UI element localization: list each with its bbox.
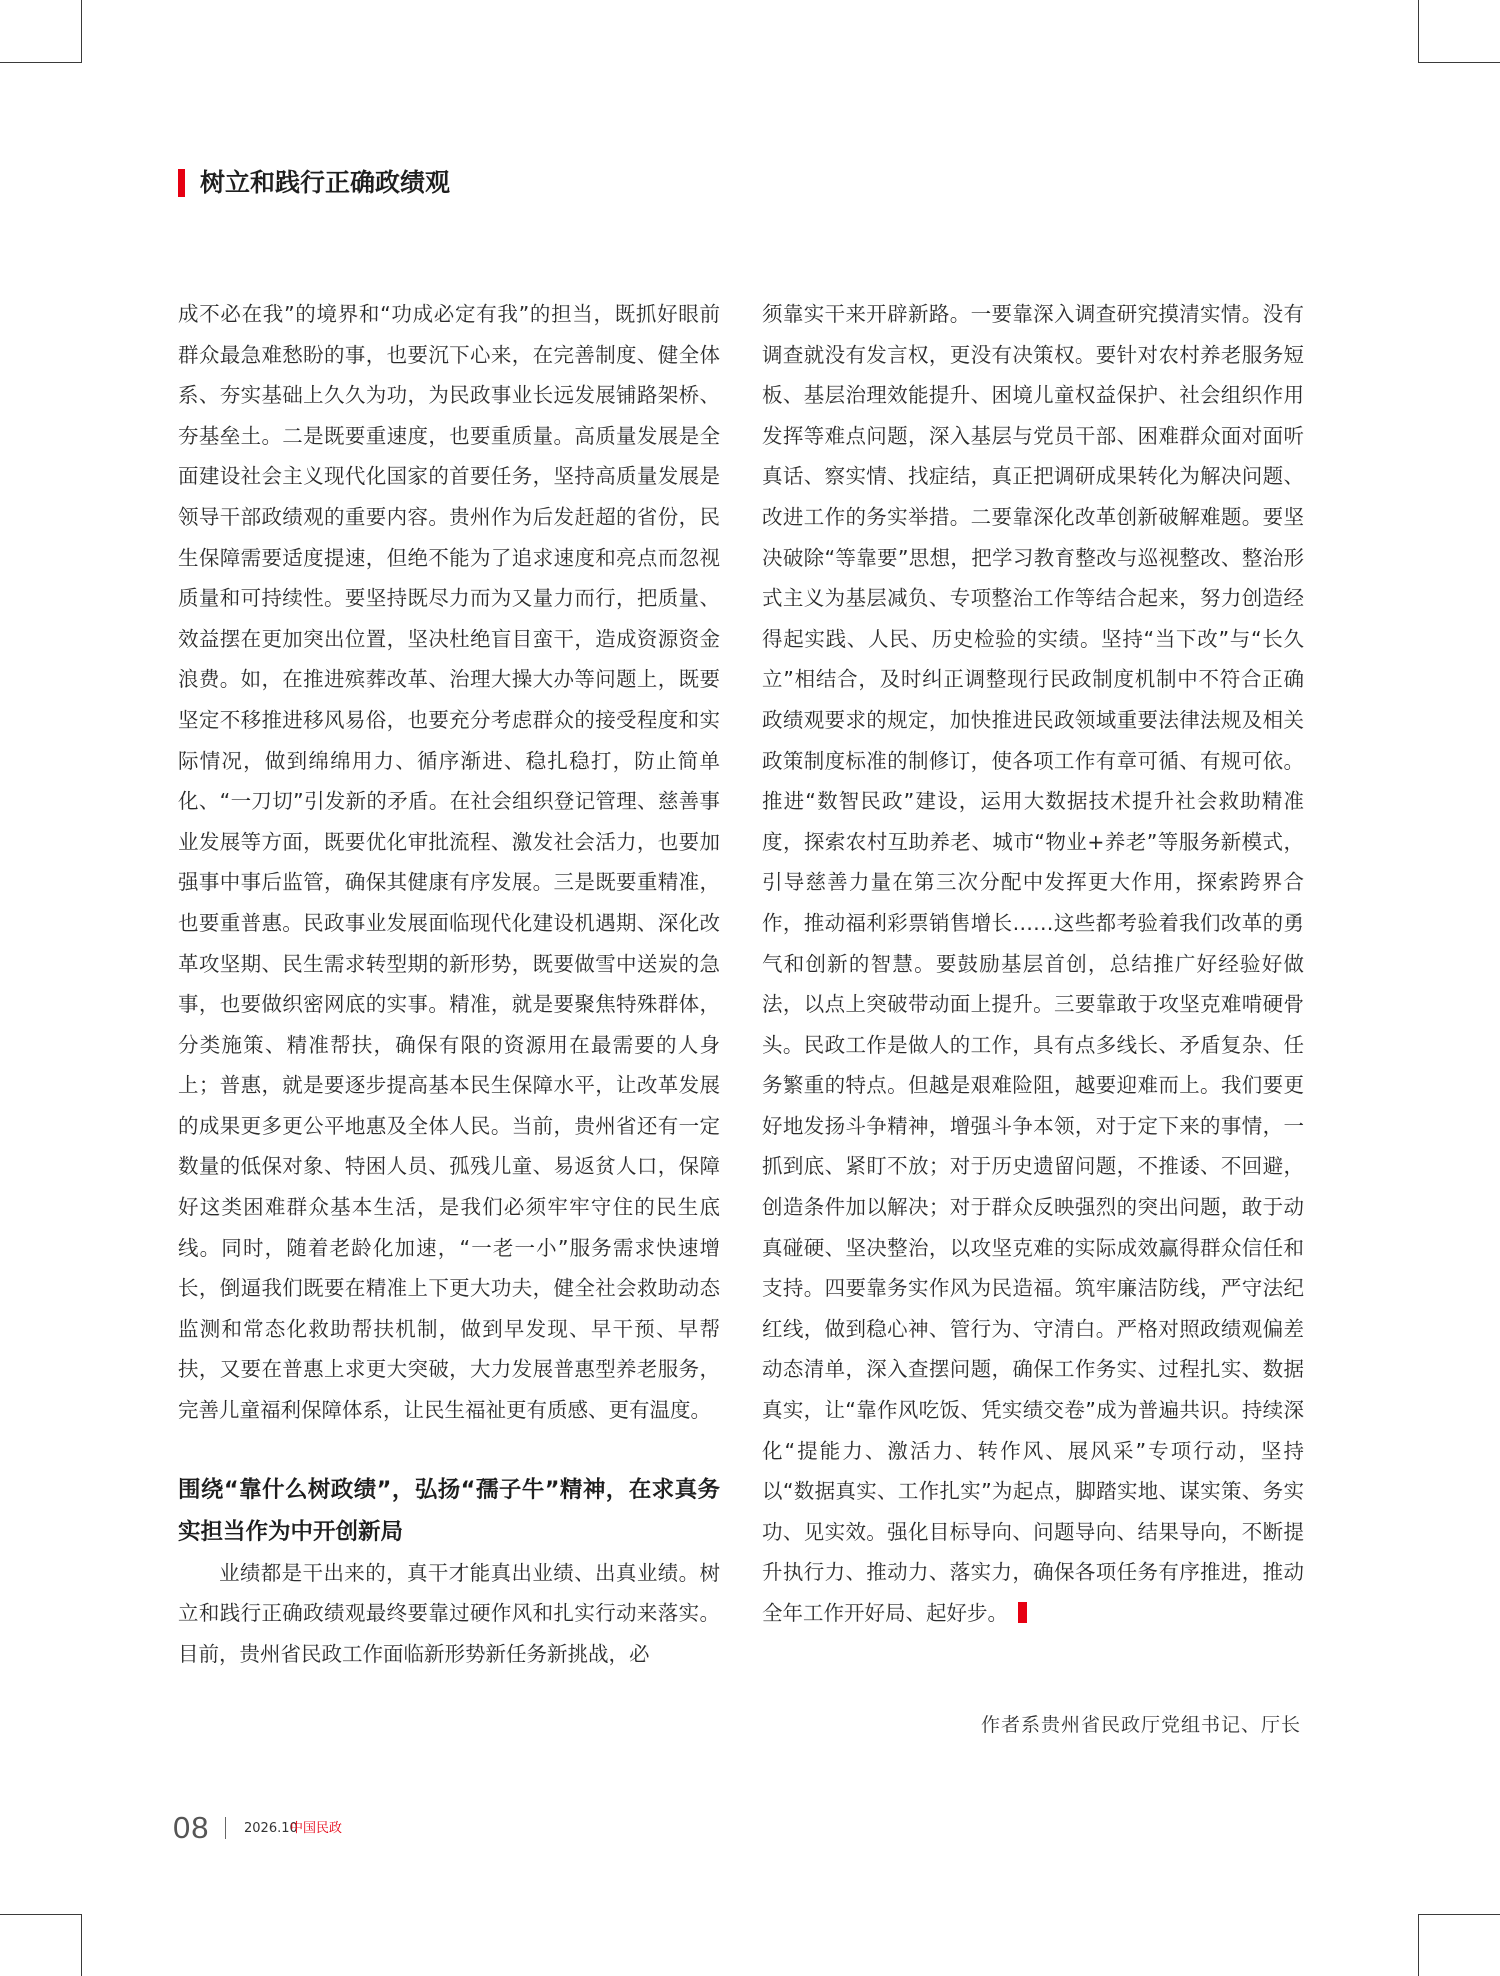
magazine-name: 中国民政 [290,1821,343,1836]
crop-mark-bottom-right-horizontal [1418,1914,1500,1915]
section-title: 树立和践行正确政绩观 [200,168,451,197]
right-paragraph-1-text: 须靠实干来开辟新路。一要靠深入调查研究摸清实情。没有调查就没有发言权，更没有决策权。要针对农村养老服务短板、基层治理效能提升、困境儿童权益保护、社会组织作用发挥等难点问题，深入基层与党员干部、困难群众面对面听真话、察实情、找症结，真正把调研成果转化为解决问题、改进工作的务实举措。二要靠深化改革创新破解难题。要坚决破除“等靠要”思想，把学习教育整改与巡视整改、整治形式主义为基层减负、专项整治工作等结合起来，努力创造经得起实践、人民、历史检验的实绩。坚持“当下改”与“长久立”相结合，及时纠正调整现行民政制度机制中不符合正确政绩观要求的规定，加快推进民政领域重要法律法规及相关政策制度标准的制修订，使各项工作有章可循、有规可依。推进“数智民政”建设，运用大数据技术提升社会救助精准度，探索农村互助养老、城市“物业+养老”等服务新模式，引导慈善力量在第三次分配中发挥更大作用，探索跨界合作，推动福利彩票销售增长……这些都考验着我们改革的勇气和创新的智慧。要鼓励基层首创，总结推广好经验好做法，以点上突破带动面上提升。三要靠敢于攻坚克难啃硬骨头。民政工作是做人的工作，具有点多线长、矛盾复杂、任务繁重的特点。但越是艰难险阻，越要迎难而上。我们要更好地发扬斗争精神，增强斗争本领，对于定下来的事情，一抓到底、紧盯不放；对于历史遗留问题，不推诿、不回避，创造条件加以解决；对于群众反映强烈的突出问题，敢于动真碰硬、坚决整治，以攻坚克难的实际成效赢得群众信任和支持。四要靠务实作风为民造福。筑牢廉洁防线，严守法纪红线，做到稳心神、管行为、守清白。严格对照政绩观偏差动态清单，深入查摆问题，确保工作务实、过程扎实、数据真实，让“靠作风吃饭、凭实绩交卷”成为普遍共识。持续深化“提能力、激活力、转作风、展风采”专项行动，坚持以“数据真实、工作扎实”为起点，脚踏实地、谋实策、务实功、见实效。强化目标导向、问题导向、结果导向，不断提升执行力、推动力、落实力，确保各项任务有序推进，推动全年工作开好局、起好步。 [762,302,1304,1625]
footer-divider [225,1817,226,1839]
crop-mark-top-left-vertical [81,0,82,62]
left-column [178,294,720,1674]
crop-mark-bottom-left-horizontal [0,1914,82,1915]
article-end-mark [1018,1602,1027,1623]
crop-mark-bottom-left-vertical [81,1914,82,1976]
page-number: 08 [173,1810,210,1845]
left-paragraph-1: 成不必在我”的境界和“功成必定有我”的担当，既抓好眼前群众最急难愁盼的事，也要沉下心来，在完善制度、健全体系、夯实基础上久久为功，为民政事业长远发展铺路架桥、夯基垒土。二是既要重速度，也要重质量。高质量发展是全面建设社会主义现代化国家的首要任务，坚持高质量发展是领导干部政绩观的重要内容。贵州作为后发赶超的省份，民生保障需要适度提速，但绝不能为了追求速度和亮点而忽视质量和可持续性。要坚持既尽力而为又量力而行，把质量、效益摆在更加突出位置，坚决杜绝盲目蛮干，造成资源资金浪费。如，在推进殡葬改革、治理大操大办等问题上，既要坚定不移推进移风易俗，也要充分考虑群众的接受程度和实际情况，做到绵绵用力、循序渐进、稳扎稳打，防止简单化、“一刀切”引发新的矛盾。在社会组织登记管理、慈善事业发展等方面，既要优化审批流程、激发社会活力，也要加强事中事后监管，确保其健康有序发展。三是既要重精准，也要重普惠。民政事业发展面临现代化建设机遇期、深化改革攻坚期、民生需求转型期的新形势，既要做雪中送炭的急事，也要做织密网底的实事。精准，就是要聚焦特殊群体，分类施策、精准帮扶，确保有限的资源用在最需要的人身上；普惠，就是要逐步提高基本民生保障水平，让改革发展的成果更多更公平地惠及全体人民。当前，贵州省还有一定数量的低保对象、特困人员、孤残儿童、易返贫人口，保障好这类困难群众基本生活，是我们必须牢牢守住的民生底线。同时，随着老龄化加速，“一老一小”服务需求快速增长，倒逼我们既要在精准上下更大功夫，健全社会救助动态监测和常态化救助帮扶机制，做到早发现、早干预、早帮扶，又要在普惠上求更大突破，大力发展普惠型养老服务，完善儿童福利保障体系，让民生福祉更有质感、更有温度。 [178,302,720,1423]
crop-mark-top-right-horizontal [1418,62,1500,63]
right-paragraph-1 [762,294,1304,1634]
section-accent-bar [178,169,185,197]
crop-mark-top-right-vertical [1418,0,1419,62]
right-column [762,294,1304,1634]
left-paragraph-2: 业绩都是干出来的，真干才能真出业绩、出真业绩。树立和践行正确政绩观最终要靠过硬作风和扎实行动来落实。目前，贵州省民政工作面临新形势新任务新挑战，必 [178,1560,720,1666]
crop-mark-bottom-right-vertical [1418,1914,1419,1976]
crop-mark-top-left-horizontal [0,62,82,63]
subheading: 围绕“靠什么树政绩”，弘扬“孺子牛”精神，在求真务实担当作为中开创新局 [178,1476,720,1545]
issue-label: 2026.10 [244,1821,298,1836]
author-byline: 作者系贵州省民政厅党组书记、厅长 [980,1714,1301,1736]
